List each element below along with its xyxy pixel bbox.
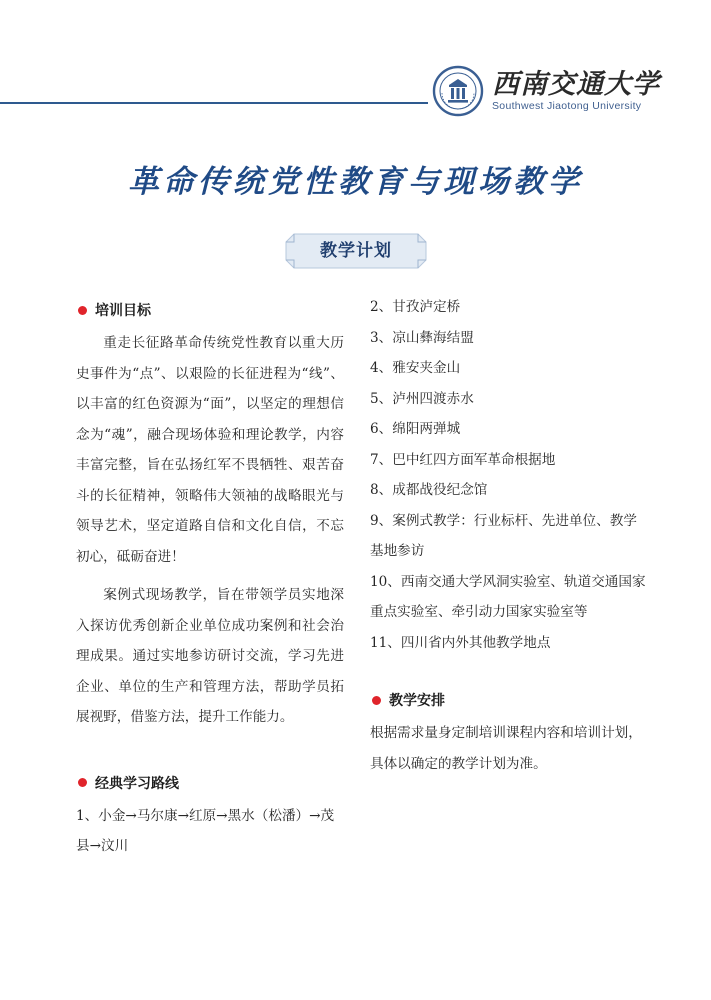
route-item: 7、巴中红四方面军革命根据地 (370, 451, 556, 468)
training-goals-paragraph: 重走长征路革命传统党性教育以重大历史事件为“点”、以艰险的长征进程为“线”、以丰富的红色资源为“面”，以坚定的理想信念为“魂”，融合现场体验和理论教学，内容丰富完整，旨在弘扬红军不畏牺牲、艰苦奋斗的长征精神，领略伟大领袖的战略眼光与领导艺术，坚定道路自信和文化自信，不忘初心，砥砺奋进！ (76, 335, 344, 565)
teaching-arrangement-text: 根据需求量身定制培训课程内容和培训计划，具体以确定的教学计划为准。 (370, 725, 642, 772)
route-item: 11、四川省内外其他教学地点 (370, 634, 551, 651)
training-goals-paragraph: 案例式现场教学，旨在带领学员实地深入探访优秀创新企业单位成功案例和社会治理成果。通过实地参访研讨交流，学习先进企业、单位的生产和管理方法，帮助学员拓展视野，借鉴方法，提升工作能力。 (76, 587, 344, 725)
left-column (76, 298, 344, 862)
route-item: 10、西南交通大学风洞实验室、轨道交通国家重点实验室、牵引动力国家实验室等 (370, 573, 646, 620)
bullet-dot-icon (372, 696, 381, 705)
right-column (370, 292, 650, 779)
training-goals-heading (76, 298, 344, 322)
route-item: 9、案例式教学：行业标杆、先进单位、教学基地参访 (370, 512, 637, 559)
university-name-cn: 西南交通大学 (492, 69, 660, 100)
teaching-arrangement-heading (370, 688, 650, 712)
university-name-en: Southwest Jiaotong University (492, 100, 642, 112)
route-item: 3、凉山彝海结盟 (370, 329, 474, 346)
page-title: 革命传统党性教育与现场教学 (128, 164, 583, 200)
section-banner (284, 232, 428, 270)
route-item: 2、甘孜泸定桥 (370, 299, 461, 315)
training-goals-heading-text: 培训目标 (95, 303, 151, 319)
teaching-arrangement-heading-text: 教学安排 (389, 693, 445, 709)
route-item: 4、雅安夹金山 (370, 360, 461, 376)
route-item: 5、泸州四渡赤水 (370, 390, 474, 407)
bullet-dot-icon (78, 778, 87, 787)
route-item: 8、成都战役纪念馆 (370, 482, 488, 498)
university-seal-icon (432, 65, 484, 117)
route-item: 1、小金→马尔康→红原→黑水（松潘）→茂县→汶川 (76, 807, 335, 854)
classic-routes-heading (76, 771, 344, 795)
classic-routes-heading-text: 经典学习路线 (95, 775, 179, 792)
bullet-dot-icon (78, 306, 87, 315)
section-banner-label: 教学计划 (320, 241, 392, 261)
route-item: 6、绵阳两弹城 (370, 421, 461, 437)
university-logo (428, 64, 711, 118)
